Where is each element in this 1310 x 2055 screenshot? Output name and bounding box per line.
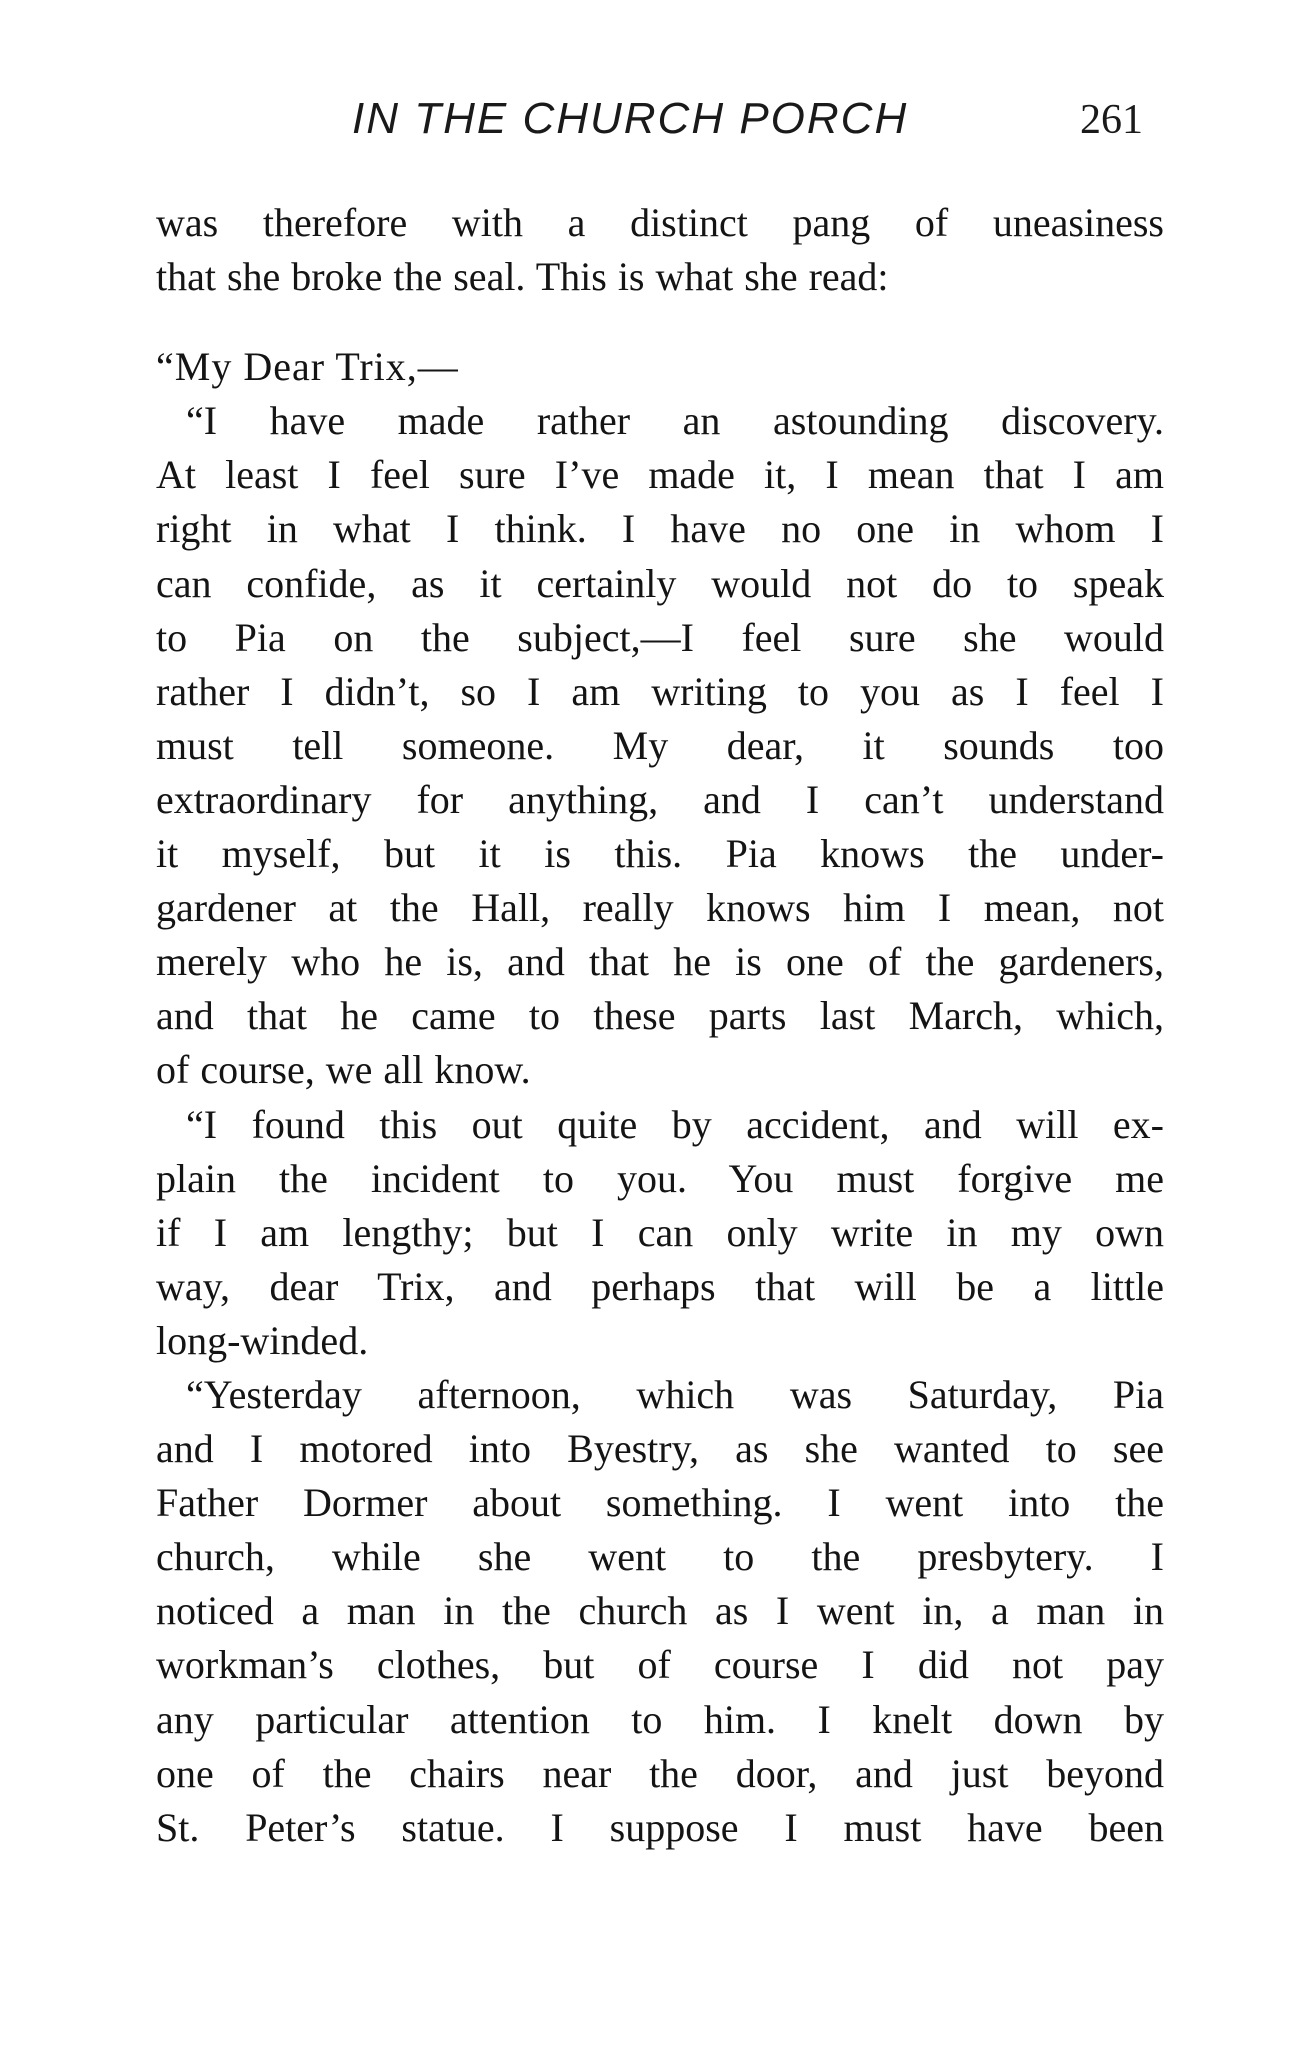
text-line: rather I didn’t, so I am writing to you as I feel I xyxy=(156,668,1164,714)
text-line: long-winded. xyxy=(156,1317,369,1363)
text-line: must tell someone. My dear, it sounds too xyxy=(156,722,1164,768)
text-line: right in what I think. I have no one in whom I xyxy=(156,506,1164,552)
text-line: to Pia on the subject,—I feel sure she would xyxy=(156,614,1164,660)
text-line: noticed a man in the church as I went in, a man in xyxy=(156,1588,1164,1634)
text-line: and that he came to these parts last March, which, xyxy=(156,993,1164,1039)
text-line: of course, we all know. xyxy=(156,1047,531,1093)
text-line: extraordinary for anything, and I can’t understand xyxy=(156,776,1164,822)
text-line: can confide, as it certainly would not do to speak xyxy=(156,560,1164,606)
text-line: “I have made rather an astounding discovery. xyxy=(186,398,1164,444)
text-line: plain the incident to you. You must forgive me xyxy=(156,1155,1164,1201)
text-line: it myself, but it is this. Pia knows the under- xyxy=(156,831,1164,877)
text-line: if I am lengthy; but I can only write in my own xyxy=(156,1209,1164,1255)
text-line: workman’s clothes, but of course I did not pay xyxy=(156,1642,1164,1688)
text-line: church, while she went to the presbytery. I xyxy=(156,1534,1164,1580)
paragraph-gap xyxy=(156,304,1164,340)
text-line: was therefore with a distinct pang of uneasiness xyxy=(156,200,1164,245)
text-line: “Yesterday afternoon, which was Saturday, Pia xyxy=(186,1371,1164,1417)
text-line: Father Dormer about something. I went into the xyxy=(156,1480,1164,1526)
text-line: At least I feel sure I’ve made it, I mean that I am xyxy=(156,452,1164,498)
letter-salutation: “My Dear Trix,— xyxy=(156,344,459,390)
running-title: IN THE CHURCH PORCH xyxy=(352,94,909,143)
text-line: “I found this out quite by accident, and will ex- xyxy=(186,1101,1164,1147)
text-line: and I motored into Byestry, as she wanted to see xyxy=(156,1426,1164,1472)
text-line: St. Peter’s statue. I suppose I must have been xyxy=(156,1804,1164,1850)
text-line: any particular attention to him. I knelt down by xyxy=(156,1696,1164,1742)
running-head xyxy=(0,94,1310,154)
text-line: that she broke the seal. This is what she read: xyxy=(156,254,889,300)
page-number: 261 xyxy=(1080,97,1143,143)
body-text xyxy=(156,196,1164,1855)
text-line: merely who he is, and that he is one of the gardeners, xyxy=(156,939,1164,985)
text-line: way, dear Trix, and perhaps that will be a little xyxy=(156,1263,1164,1309)
text-line: gardener at the Hall, really knows him I mean, not xyxy=(156,885,1164,931)
text-line: one of the chairs near the door, and just beyond xyxy=(156,1750,1164,1796)
